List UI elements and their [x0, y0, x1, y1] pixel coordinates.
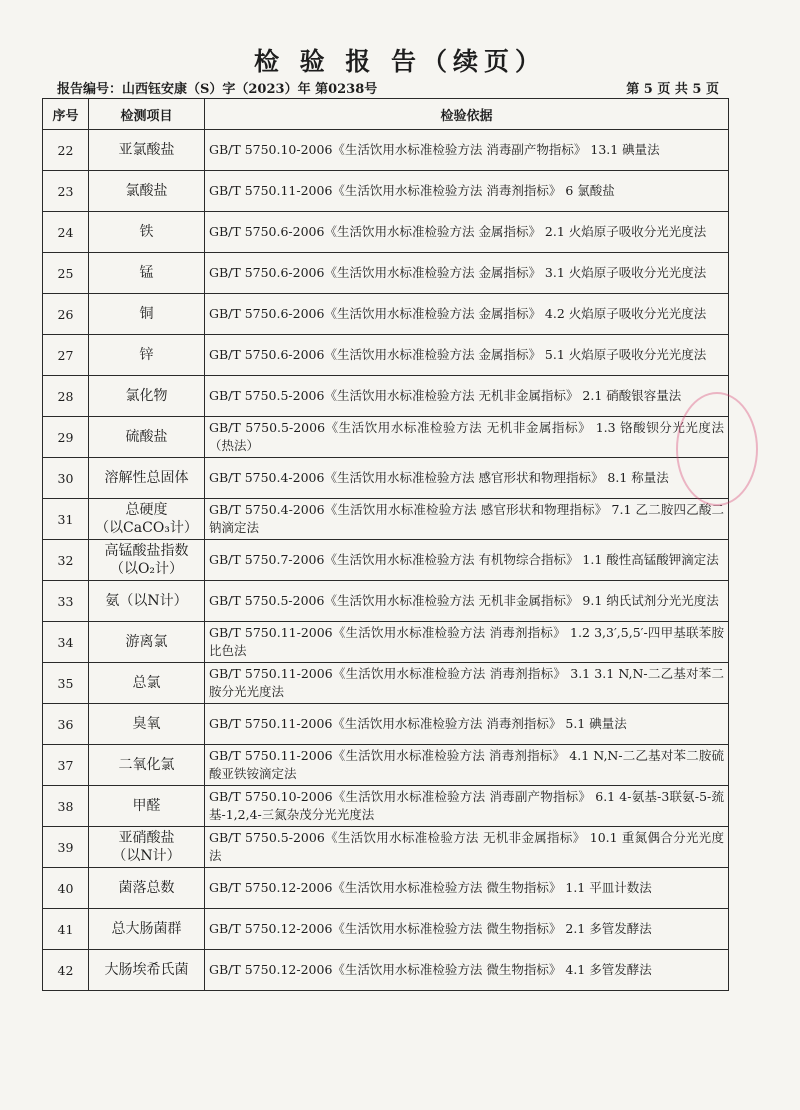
test-basis: GB/T 5750.12-2006《生活饮用水标准检验方法 微生物指标》 4.1 多管发酵法: [205, 950, 729, 991]
table-row: [43, 745, 729, 786]
row-number: 28: [43, 376, 89, 417]
test-basis: GB/T 5750.11-2006《生活饮用水标准检验方法 消毒剂指标》 1.2 3,3′,5,5′-四甲基联苯胺比色法: [205, 622, 729, 663]
table-row: [43, 253, 729, 294]
test-item: 溶解性总固体: [89, 458, 205, 499]
test-item: 亚氯酸盐: [89, 130, 205, 171]
row-number: 39: [43, 827, 89, 868]
table-row: [43, 212, 729, 253]
test-basis: GB/T 5750.11-2006《生活饮用水标准检验方法 消毒剂指标》 6 氯酸盐: [205, 171, 729, 212]
test-basis: GB/T 5750.10-2006《生活饮用水标准检验方法 消毒副产物指标》 13.1 碘量法: [205, 130, 729, 171]
row-number: 29: [43, 417, 89, 458]
test-item: 锌: [89, 335, 205, 376]
test-basis: GB/T 5750.6-2006《生活饮用水标准检验方法 金属指标》 4.2 火焰原子吸收分光光度法: [205, 294, 729, 335]
table-row: [43, 950, 729, 991]
test-item: 亚硝酸盐 （以N计）: [89, 827, 205, 868]
test-basis: GB/T 5750.12-2006《生活饮用水标准检验方法 微生物指标》 1.1 平皿计数法: [205, 868, 729, 909]
test-basis: GB/T 5750.4-2006《生活饮用水标准检验方法 感官形状和物理指标》 7.1 乙二胺四乙酸二钠滴定法: [205, 499, 729, 540]
test-basis: GB/T 5750.6-2006《生活饮用水标准检验方法 金属指标》 2.1 火焰原子吸收分光光度法: [205, 212, 729, 253]
row-number: 31: [43, 499, 89, 540]
test-basis: GB/T 5750.12-2006《生活饮用水标准检验方法 微生物指标》 2.1 多管发酵法: [205, 909, 729, 950]
table-row: [43, 704, 729, 745]
test-item: 高锰酸盐指数 （以O₂计）: [89, 540, 205, 581]
row-number: 26: [43, 294, 89, 335]
row-number: 36: [43, 704, 89, 745]
test-item: 二氧化氯: [89, 745, 205, 786]
row-number: 33: [43, 581, 89, 622]
test-basis: GB/T 5750.5-2006《生活饮用水标准检验方法 无机非金属指标》 10.1 重氮偶合分光光度法: [205, 827, 729, 868]
table-row: [43, 171, 729, 212]
test-basis: GB/T 5750.10-2006《生活饮用水标准检验方法 消毒副产物指标》 6.1 4-氨基-3联氨-5-巯基-1,2,4-三氮杂茂分光光度法: [205, 786, 729, 827]
report-meta: [57, 78, 719, 97]
table-row: [43, 868, 729, 909]
table-row: [43, 540, 729, 581]
row-number: 42: [43, 950, 89, 991]
test-basis: GB/T 5750.6-2006《生活饮用水标准检验方法 金属指标》 5.1 火焰原子吸收分光光度法: [205, 335, 729, 376]
row-number: 22: [43, 130, 89, 171]
table-row: [43, 417, 729, 458]
row-number: 37: [43, 745, 89, 786]
row-number: 23: [43, 171, 89, 212]
report-number: 报告编号：山西钰安康（S）字（2023）年 第0238号: [57, 82, 378, 97]
test-item: 臭氧: [89, 704, 205, 745]
test-basis: GB/T 5750.4-2006《生活饮用水标准检验方法 感官形状和物理指标》 8.1 称量法: [205, 458, 729, 499]
row-number: 24: [43, 212, 89, 253]
table-body: [43, 130, 729, 991]
row-number: 25: [43, 253, 89, 294]
test-item: 锰: [89, 253, 205, 294]
page-info: 第 5 页 共 5 页: [626, 82, 719, 97]
row-number: 40: [43, 868, 89, 909]
table-row: [43, 827, 729, 868]
column-header-no: 序号: [43, 99, 89, 130]
table-row: [43, 335, 729, 376]
test-item: 游离氯: [89, 622, 205, 663]
page-title: 检 验 报 告（续页）: [253, 47, 547, 76]
column-header-basis: 检验依据: [205, 99, 729, 130]
row-number: 32: [43, 540, 89, 581]
test-basis: GB/T 5750.5-2006《生活饮用水标准检验方法 无机非金属指标》 2.1 硝酸银容量法: [205, 376, 729, 417]
table-row: [43, 581, 729, 622]
test-item: 总硬度 （以CaCO₃计）: [89, 499, 205, 540]
row-number: 30: [43, 458, 89, 499]
table-row: [43, 458, 729, 499]
test-item: 菌落总数: [89, 868, 205, 909]
test-item: 氯化物: [89, 376, 205, 417]
test-item: 总氯: [89, 663, 205, 704]
table-row: [43, 909, 729, 950]
test-item: 铁: [89, 212, 205, 253]
test-item: 大肠埃希氏菌: [89, 950, 205, 991]
table-row: [43, 499, 729, 540]
table-row: [43, 376, 729, 417]
inspection-table: [42, 98, 729, 991]
test-item: 氯酸盐: [89, 171, 205, 212]
test-basis: GB/T 5750.5-2006《生活饮用水标准检验方法 无机非金属指标》 1.3 铬酸钡分光光度法（热法）: [205, 417, 729, 458]
table-row: [43, 622, 729, 663]
test-basis: GB/T 5750.6-2006《生活饮用水标准检验方法 金属指标》 3.1 火焰原子吸收分光光度法: [205, 253, 729, 294]
test-basis: GB/T 5750.11-2006《生活饮用水标准检验方法 消毒剂指标》 5.1 碘量法: [205, 704, 729, 745]
test-item: 总大肠菌群: [89, 909, 205, 950]
test-item: 铜: [89, 294, 205, 335]
column-header-item: 检测项目: [89, 99, 205, 130]
test-basis: GB/T 5750.11-2006《生活饮用水标准检验方法 消毒剂指标》 4.1 N,N-二乙基对苯二胺硫酸亚铁铵滴定法: [205, 745, 729, 786]
table-row: [43, 786, 729, 827]
test-basis: GB/T 5750.5-2006《生活饮用水标准检验方法 无机非金属指标》 9.1 纳氏试剂分光光度法: [205, 581, 729, 622]
test-item: 硫酸盐: [89, 417, 205, 458]
table-header-row: [43, 99, 729, 130]
table-row: [43, 294, 729, 335]
test-item: 氨（以N计）: [89, 581, 205, 622]
row-number: 41: [43, 909, 89, 950]
row-number: 27: [43, 335, 89, 376]
table-row: [43, 130, 729, 171]
row-number: 35: [43, 663, 89, 704]
table-row: [43, 663, 729, 704]
row-number: 38: [43, 786, 89, 827]
test-basis: GB/T 5750.7-2006《生活饮用水标准检验方法 有机物综合指标》 1.1 酸性高锰酸钾滴定法: [205, 540, 729, 581]
row-number: 34: [43, 622, 89, 663]
test-basis: GB/T 5750.11-2006《生活饮用水标准检验方法 消毒剂指标》 3.1 3.1 N,N-二乙基对苯二胺分光光度法: [205, 663, 729, 704]
test-item: 甲醛: [89, 786, 205, 827]
